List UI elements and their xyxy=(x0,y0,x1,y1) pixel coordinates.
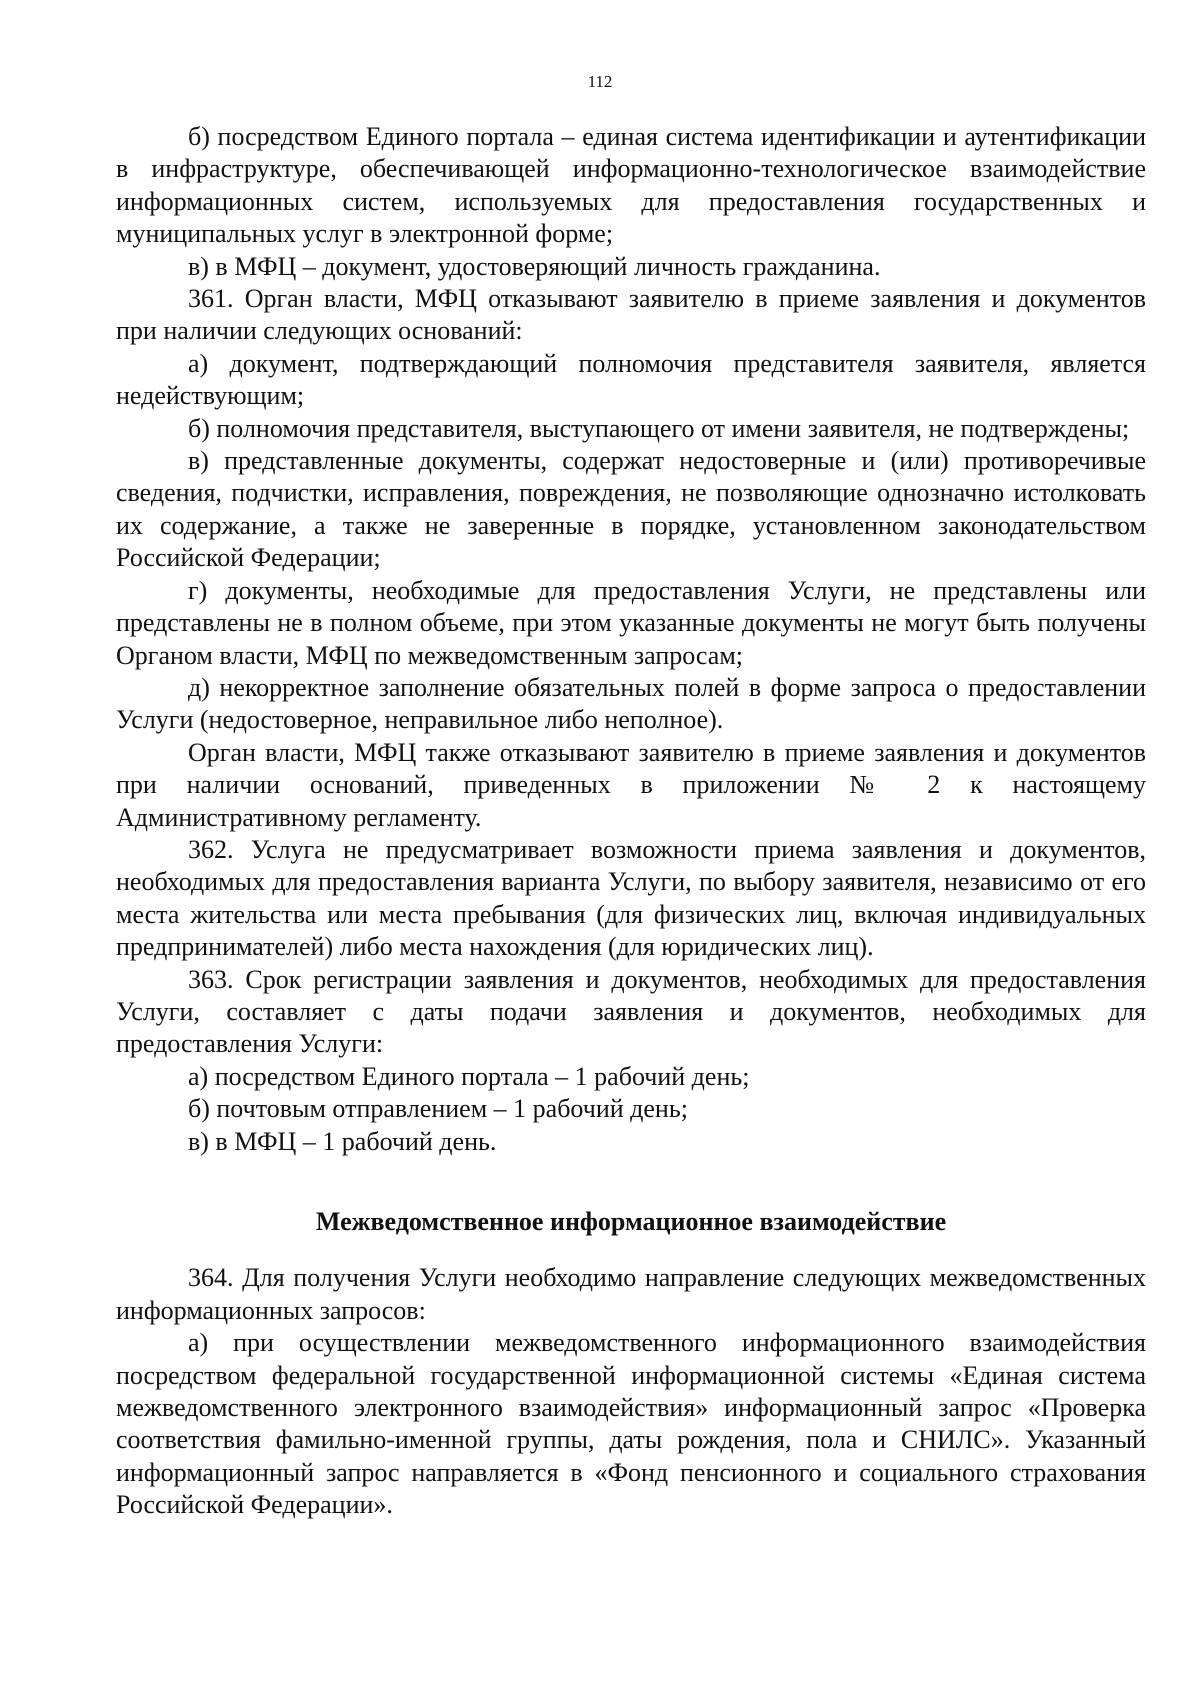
paragraph-361-d: д) некорректное заполнение обязательных полей в форме запроса о предоставлении Услуги (недостоверное, неправильное либо неполное). xyxy=(116,672,1146,735)
paragraph-361: 361. Орган власти, МФЦ отказывают заявителю в приеме заявления и документов при наличии следующих оснований: xyxy=(116,284,1146,346)
paragraph-b-portal: б) посредством Единого портала – единая система идентификации и аутентификации в инфраструктуре, обеспечивающей информационно-технологическое взаимодействие информационных систем, используемых для предоставления государственных и муниципальных услуг в электронной форме; xyxy=(116,122,1146,249)
paragraph-361-g: г) документы, необходимые для предоставления Услуги, не представлены или представлены не в полном объеме, при этом указанные документы не могут быть получены Органом власти, МФЦ по межведомственным запросам; xyxy=(116,575,1146,670)
paragraph-361-a: а) документ, подтверждающий полномочия представителя заявителя, является недействующим; xyxy=(116,348,1146,411)
paragraph-363-v: в) в МФЦ – 1 рабочий день. xyxy=(188,1126,497,1156)
paragraph-361-additional: Орган власти, МФЦ также отказывают заявителю в приеме заявления и документов при наличии оснований, приведенных в приложении № 2 к настоящему Административному регламенту. xyxy=(116,737,1146,832)
paragraph-363: 363. Срок регистрации заявления и документов, необходимых для предоставления Услуги, составляет с даты подачи заявления и документов, необходимых для предоставления Услуги: xyxy=(116,964,1146,1059)
paragraph-362: 362. Услуга не предусматривает возможности приема заявления и документов, необходимых для предоставления варианта Услуги, по выбору заявителя, независимо от его места жительства или места пребывания (для физических лиц, включая индивидуальных предпринимателей) либо места нахождения (для юридических лиц). xyxy=(116,834,1146,962)
paragraph-v-mfc: в) в МФЦ – документ, удостоверяющий личность гражданина. xyxy=(188,251,881,281)
paragraph-363-a: а) посредством Единого портала – 1 рабочий день; xyxy=(188,1061,750,1091)
paragraph-364-a: а) при осуществлении межведомственного информационного взаимодействия посредством федеральной государственной информационной системы «Единая система межведомственного электронного взаимодействия» информационный запрос «Проверка соответствия фамильно-именной группы, даты рождения, пола и СНИЛС». Указанный информационный запрос направляется в «Фонд пенсионного и социального страхования Российской Федерации». xyxy=(116,1328,1146,1520)
document-body xyxy=(116,121,1146,1522)
paragraph-361-b: б) полномочия представителя, выступающего от имени заявителя, не подтверждены; xyxy=(188,413,1130,443)
page-number: 112 xyxy=(587,72,613,91)
paragraph-361-v: в) представленные документы, содержат недостоверные и (или) противоречивые сведения, подчистки, исправления, повреждения, не позволяющие однозначно истолковать их содержание, а также не заверенные в порядке, установленном законодательством Российской Федерации; xyxy=(116,446,1146,573)
paragraph-363-b: б) почтовым отправлением – 1 рабочий день; xyxy=(188,1094,688,1124)
paragraph-364: 364. Для получения Услуги необходимо направление следующих межведомственных информационных запросов: xyxy=(116,1263,1146,1325)
section-heading: Межведомственное информационное взаимодействие xyxy=(315,1207,947,1236)
